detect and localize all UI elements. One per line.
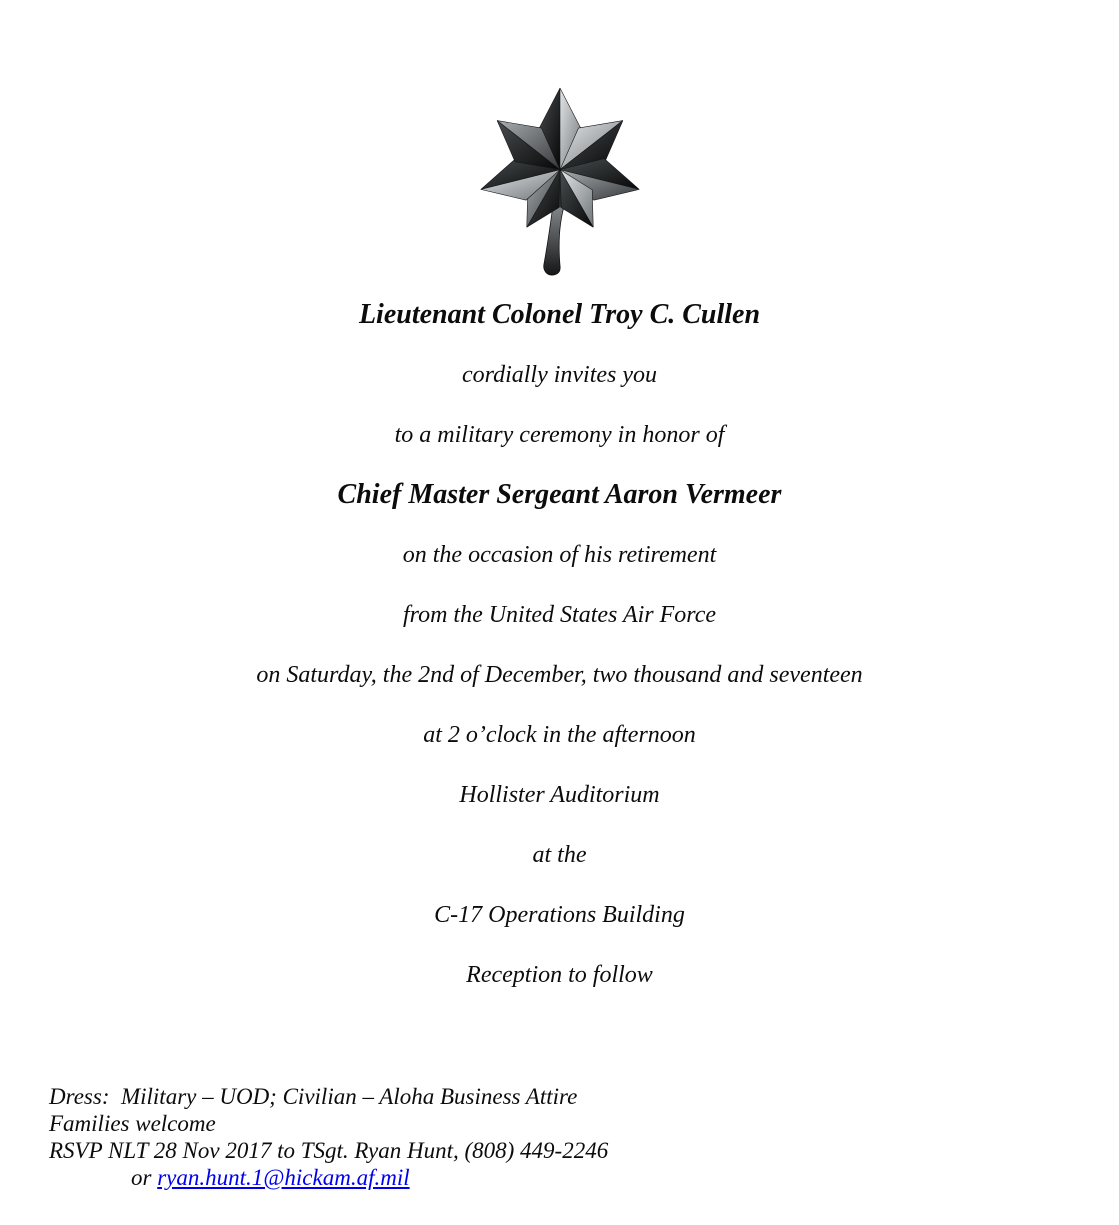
ceremony-line: to a military ceremony in honor of (394, 422, 725, 448)
occasion-line: on the occasion of his retirement (402, 542, 717, 568)
reception-line: Reception to follow (466, 962, 653, 988)
host-name-line: Lieutenant Colonel Troy C. Cullen (358, 299, 761, 330)
invite-line: cordially invites you (461, 362, 658, 388)
or-prefix: or (131, 1165, 158, 1190)
dress-code-line: Dress: Military – UOD; Civilian – Aloha Business Attire (49, 1084, 578, 1109)
invitation-body (0, 285, 1119, 1005)
insignia-container (0, 0, 1119, 282)
rsvp-line: RSVP NLT 28 Nov 2017 to TSgt. Ryan Hunt, (808) 449-2246 (49, 1138, 609, 1163)
venue-line: Hollister Auditorium (459, 782, 660, 808)
time-line: at 2 o’clock in the afternoon (423, 722, 696, 748)
connector-line: at the (532, 842, 587, 868)
date-line: on Saturday, the 2nd of December, two thousand and seventeen (256, 662, 863, 688)
families-welcome-line: Families welcome (49, 1111, 216, 1136)
email-link[interactable]: ryan.hunt.1@hickam.af.mil (157, 1165, 410, 1190)
service-line: from the United States Air Force (402, 602, 717, 628)
details-block (49, 1083, 1119, 1191)
honoree-name-line: Chief Master Sergeant Aaron Vermeer (337, 479, 782, 510)
oak-leaf-insignia (465, 82, 655, 282)
building-line: C-17 Operations Building (434, 902, 685, 928)
email-line (49, 1164, 1119, 1191)
